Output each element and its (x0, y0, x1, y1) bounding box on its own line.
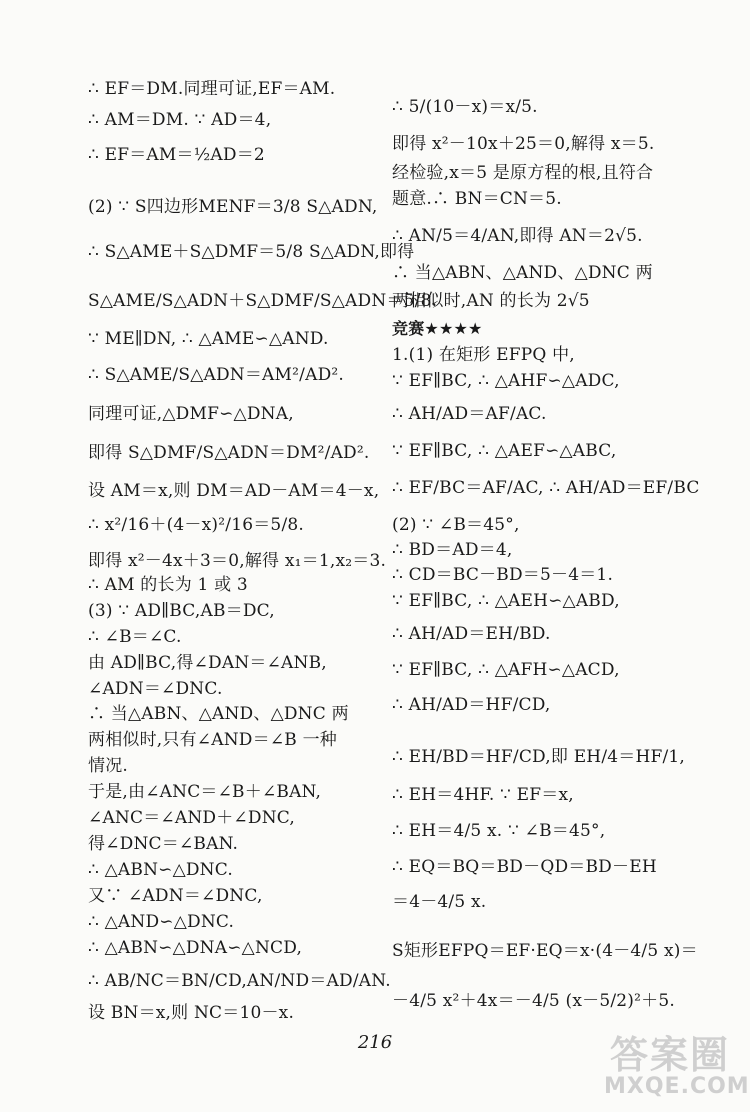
text-line: ＝4－4/5 x. (392, 892, 487, 912)
text-line: 同理可证,△DMF∽△DNA, (88, 404, 294, 424)
text-line: ∴ AH/AD＝HF/CD, (392, 695, 551, 715)
text-line: ∴ 当△ABN、△AND、△DNC 两 (392, 263, 653, 283)
text-line: ∴ x²/16＋(4－x)²/16＝5/8. (88, 515, 304, 535)
text-line: 即得 x²－4x＋3＝0,解得 x₁＝1,x₂＝3. (88, 551, 387, 571)
watermark-text: 答案圈 (610, 1033, 731, 1077)
text-line: 两相似时,只有∠AND＝∠B 一种 (88, 730, 337, 750)
text-line: ∵ EF∥BC, ∴ △AHF∽△ADC, (392, 371, 620, 391)
text-line: 两相似时,AN 的长为 2√5 (392, 291, 590, 311)
text-line: ∴ EF/BC＝AF/AC, ∴ AH/AD＝EF/BC (392, 478, 700, 498)
text-line: ∵ ME∥DN, ∴ △AME∽△AND. (88, 329, 329, 349)
text-line: 又∵ ∠ADN＝∠DNC, (88, 886, 263, 906)
section-heading: 竞赛★★★★ (392, 319, 483, 338)
text-line: ∵ EF∥BC, ∴ △AEF∽△ABC, (392, 441, 617, 461)
text-line: 题意.∴ BN＝CN＝5. (392, 189, 562, 209)
text-line: ∴ EH＝4/5 x. ∵ ∠B＝45°, (392, 821, 606, 841)
text-line: ∴ ∠B＝∠C. (88, 627, 182, 647)
watermark-logo (600, 1024, 750, 1104)
text-line: ∴ EF＝DM.同理可证,EF＝AM. (88, 79, 336, 99)
text-line: (2) ∵ ∠B＝45°, (392, 515, 520, 535)
text-line: ∴ △AND∽△DNC. (88, 912, 235, 932)
text-line: ∠ADN＝∠DNC. (88, 679, 223, 699)
text-line: ∵ EF∥BC, ∴ △AFH∽△ACD, (392, 660, 620, 680)
text-line: 即得 S△DMF/S△ADN＝DM²/AD². (88, 443, 370, 463)
text-line: ∴ S△AME＋S△DMF＝5/8 S△ADN,即得 (88, 242, 415, 262)
text-line: ∴ △ABN∽△DNA∽△NCD, (88, 938, 303, 958)
text-line: 得∠DNC＝∠BAN. (88, 834, 239, 854)
text-line: －4/5 x²＋4x＝－4/5 (x－5/2)²＋5. (392, 991, 675, 1011)
text-line: ∴ EH＝4HF. ∵ EF＝x, (392, 785, 574, 805)
text-line: ∠ANC＝∠AND＋∠DNC, (88, 808, 295, 828)
text-line: 情况. (88, 756, 129, 776)
text-line: 经检验,x＝5 是原方程的根,且符合 (392, 163, 654, 183)
text-line: ∴ EF＝AM＝½AD＝2 (88, 145, 265, 165)
text-line: ∴ S△AME/S△ADN＝AM²/AD². (88, 365, 345, 385)
text-line: ∴ EH/BD＝HF/CD,即 EH/4＝HF/1, (392, 747, 686, 767)
text-line: ∴ 当△ABN、△AND、△DNC 两 (88, 704, 349, 724)
text-line: 设 BN＝x,则 NC＝10－x. (88, 1003, 295, 1023)
text-line: 即得 x²－10x＋25＝0,解得 x＝5. (392, 134, 655, 154)
text-line: (3) ∵ AD∥BC,AB＝DC, (88, 601, 275, 621)
watermark-url: MXQE.COM (604, 1074, 750, 1099)
text-line: ∴ AM＝DM. ∵ AD＝4, (88, 110, 272, 130)
text-line: ∴ AM 的长为 1 或 3 (88, 575, 248, 595)
text-line: ∴ AH/AD＝EH/BD. (392, 624, 551, 644)
page-number: 216 (357, 1032, 393, 1053)
text-line: 1.(1) 在矩形 EFPQ 中, (392, 345, 575, 365)
text-line: ∴ EQ＝BQ＝BD－QD＝BD－EH (392, 857, 657, 877)
text-line: 设 AM＝x,则 DM＝AD－AM＝4－x, (88, 481, 380, 501)
text-line: (2) ∵ S四边形MENF＝3/8 S△ADN, (88, 197, 378, 217)
text-line: 于是,由∠ANC＝∠B＋∠BAN, (88, 782, 322, 802)
text-line: ∴ BD＝AD＝4, (392, 540, 513, 560)
text-line: S△AME/S△ADN＋S△DMF/S△ADN＝5/8. (88, 291, 438, 311)
text-line: ∵ EF∥BC, ∴ △AEH∽△ABD, (392, 591, 620, 611)
text-line: 由 AD∥BC,得∠DAN＝∠ANB, (88, 653, 327, 673)
text-line: S矩形EFPQ＝EF·EQ＝x·(4－4/5 x)＝ (392, 941, 698, 961)
text-line: ∴ 5/(10－x)＝x/5. (392, 97, 538, 117)
text-line: ∴ AN/5＝4/AN,即得 AN＝2√5. (392, 226, 643, 246)
text-line: ∴ AB/NC＝BN/CD,AN/ND＝AD/AN. (88, 971, 391, 991)
text-line: ∴ △ABN∽△DNC. (88, 860, 233, 880)
text-line: ∴ AH/AD＝AF/AC. (392, 404, 547, 424)
text-line: ∴ CD＝BC－BD＝5－4＝1. (392, 565, 614, 585)
